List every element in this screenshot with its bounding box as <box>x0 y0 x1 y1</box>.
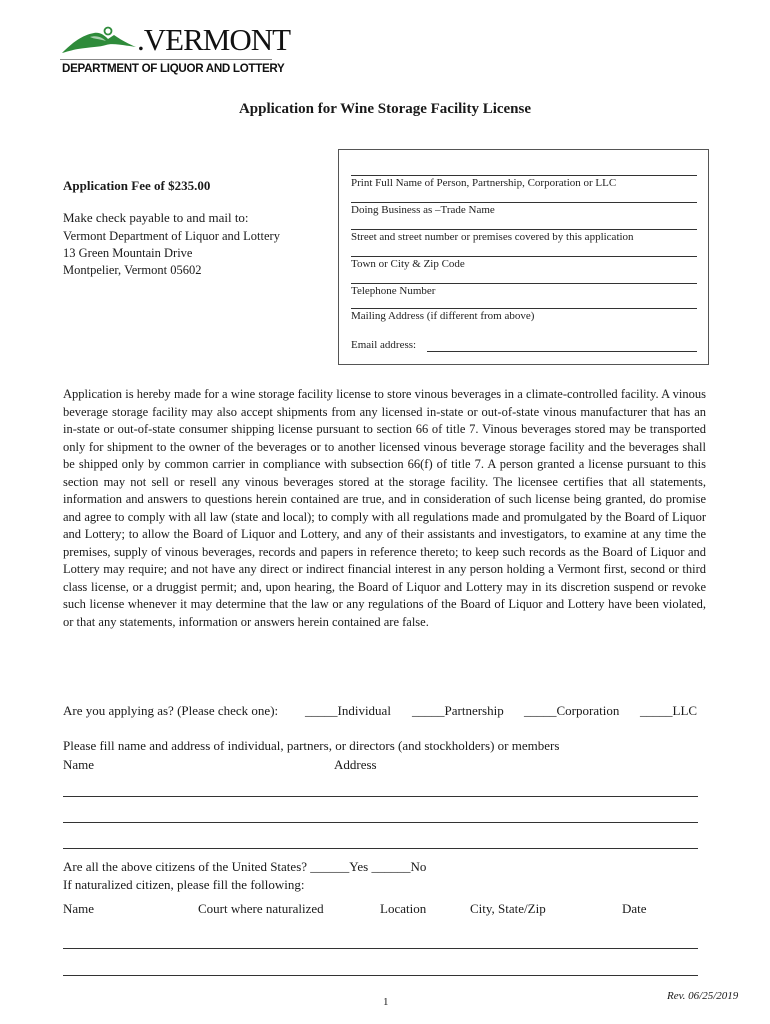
application-statement: Application is hereby made for a wine storage facility license to store vinous beverages in a climate-controlled facility. A vinous beverage storage facility may also accept shipments from any licensed in-state or out-of-state vinous manufacturer that has an in-state or out-of-state consumer shipping license pursuant to section 66 of title 7. Vinous beverages stored may be transported only for shipment to the owner of the beverages or to another licensed vinous beverage storage facility and the beverages shall be shipped only by common carrier in compliance with subsection 66(f) of title 7. A person granted a license pursuant to this section may not sell or resell any vinous beverages stored at the storage facility. The licensee certifies that all statements, information and answers to questions herein contained are true, and in consideration of such license being granted, do promise and agree to comply with all law (state and local); to comply with all regulations made and promulgated by the Board of Liquor and Lottery; to allow the Board of Liquor and Lottery, and any of their assistants and investigators, to examine at any time the premises, supply of vinous beverages, records and papers in reference thereto; to keep such records as the Board of Liquor and Lottery may require; and not have any direct or indirect financial interest in any person holding a Vermont first, second or third class license, or a druggist permit; and, upon hearing, the Board of Liquor and Lottery may in its discretion suspend or revoke such license whenever it may determine that the law or any regulations of the Board of Liquor and Lottery have been violated, or that any statements, information or answers herein contained are false. <box>63 387 706 629</box>
trade-name-input-line[interactable] <box>351 202 697 203</box>
mailing-address-input-line[interactable] <box>351 308 697 309</box>
logo-wordmark: .VERMONT <box>137 22 291 57</box>
option-partnership[interactable]: _____Partnership <box>412 703 504 718</box>
vermont-logo-mountains-icon <box>60 25 140 57</box>
members-col-name: Name <box>63 757 95 772</box>
street-label: Street and street number or premises covered by this application <box>351 231 634 243</box>
mail-address-line: 13 Green Mountain Drive <box>63 246 193 260</box>
naturalized-col-name: Name <box>63 901 95 916</box>
payable-to: Make check payable to and mail to: <box>63 210 249 225</box>
mailing-address-label: Mailing Address (if different from above) <box>351 310 535 322</box>
full-name-input-line[interactable] <box>351 175 697 176</box>
naturalized-col-location: Location <box>380 901 427 916</box>
naturalized-col-date: Date <box>622 901 647 916</box>
naturalized-entry-line[interactable] <box>63 948 698 949</box>
email-input-line[interactable] <box>427 351 697 352</box>
telephone-input-line[interactable] <box>351 283 697 284</box>
trade-name-label: Doing Business as –Trade Name <box>351 204 495 216</box>
naturalized-col-city: City, State/Zip <box>470 901 546 916</box>
page-number: 1 <box>383 996 389 1008</box>
member-entry-line[interactable] <box>63 848 698 849</box>
page-title: Application for Wine Storage Facility License <box>238 101 532 117</box>
street-input-line[interactable] <box>351 229 697 230</box>
option-individual[interactable]: _____Individual <box>305 703 391 718</box>
member-entry-line[interactable] <box>63 796 698 797</box>
citizens-question: Are all the above citizens of the United States? ______Yes ______No <box>63 859 427 874</box>
naturalized-col-court: Court where naturalized <box>198 901 324 916</box>
applicant-info-box <box>338 149 709 365</box>
option-corporation[interactable]: _____Corporation <box>524 703 620 718</box>
applying-as-question: Are you applying as? (Please check one): <box>63 703 279 718</box>
member-entry-line[interactable] <box>63 822 698 823</box>
town-zip-input-line[interactable] <box>351 256 697 257</box>
logo-divider <box>60 59 272 60</box>
department-name: DEPARTMENT OF LIQUOR AND LOTTERY <box>62 62 285 75</box>
telephone-label: Telephone Number <box>351 285 436 297</box>
option-llc[interactable]: _____LLC <box>640 703 698 718</box>
email-label: Email address: <box>351 339 417 351</box>
full-name-label: Print Full Name of Person, Partnership, Corporation or LLC <box>351 177 617 189</box>
naturalized-instruction: If naturalized citizen, please fill the following: <box>63 877 305 892</box>
town-zip-label: Town or City & Zip Code <box>351 258 465 270</box>
members-instruction: Please fill name and address of individual, partners, or directors (and stockholders) or members <box>63 738 560 753</box>
mail-address-line: Vermont Department of Liquor and Lottery <box>63 229 280 243</box>
revision-date: Rev. 06/25/2019 <box>667 990 739 1002</box>
members-col-address: Address <box>334 757 377 772</box>
application-fee: Application Fee of $235.00 <box>63 178 211 193</box>
mailing-instructions <box>63 209 343 279</box>
naturalized-entry-line[interactable] <box>63 975 698 976</box>
mail-address-line: Montpelier, Vermont 05602 <box>63 263 202 277</box>
